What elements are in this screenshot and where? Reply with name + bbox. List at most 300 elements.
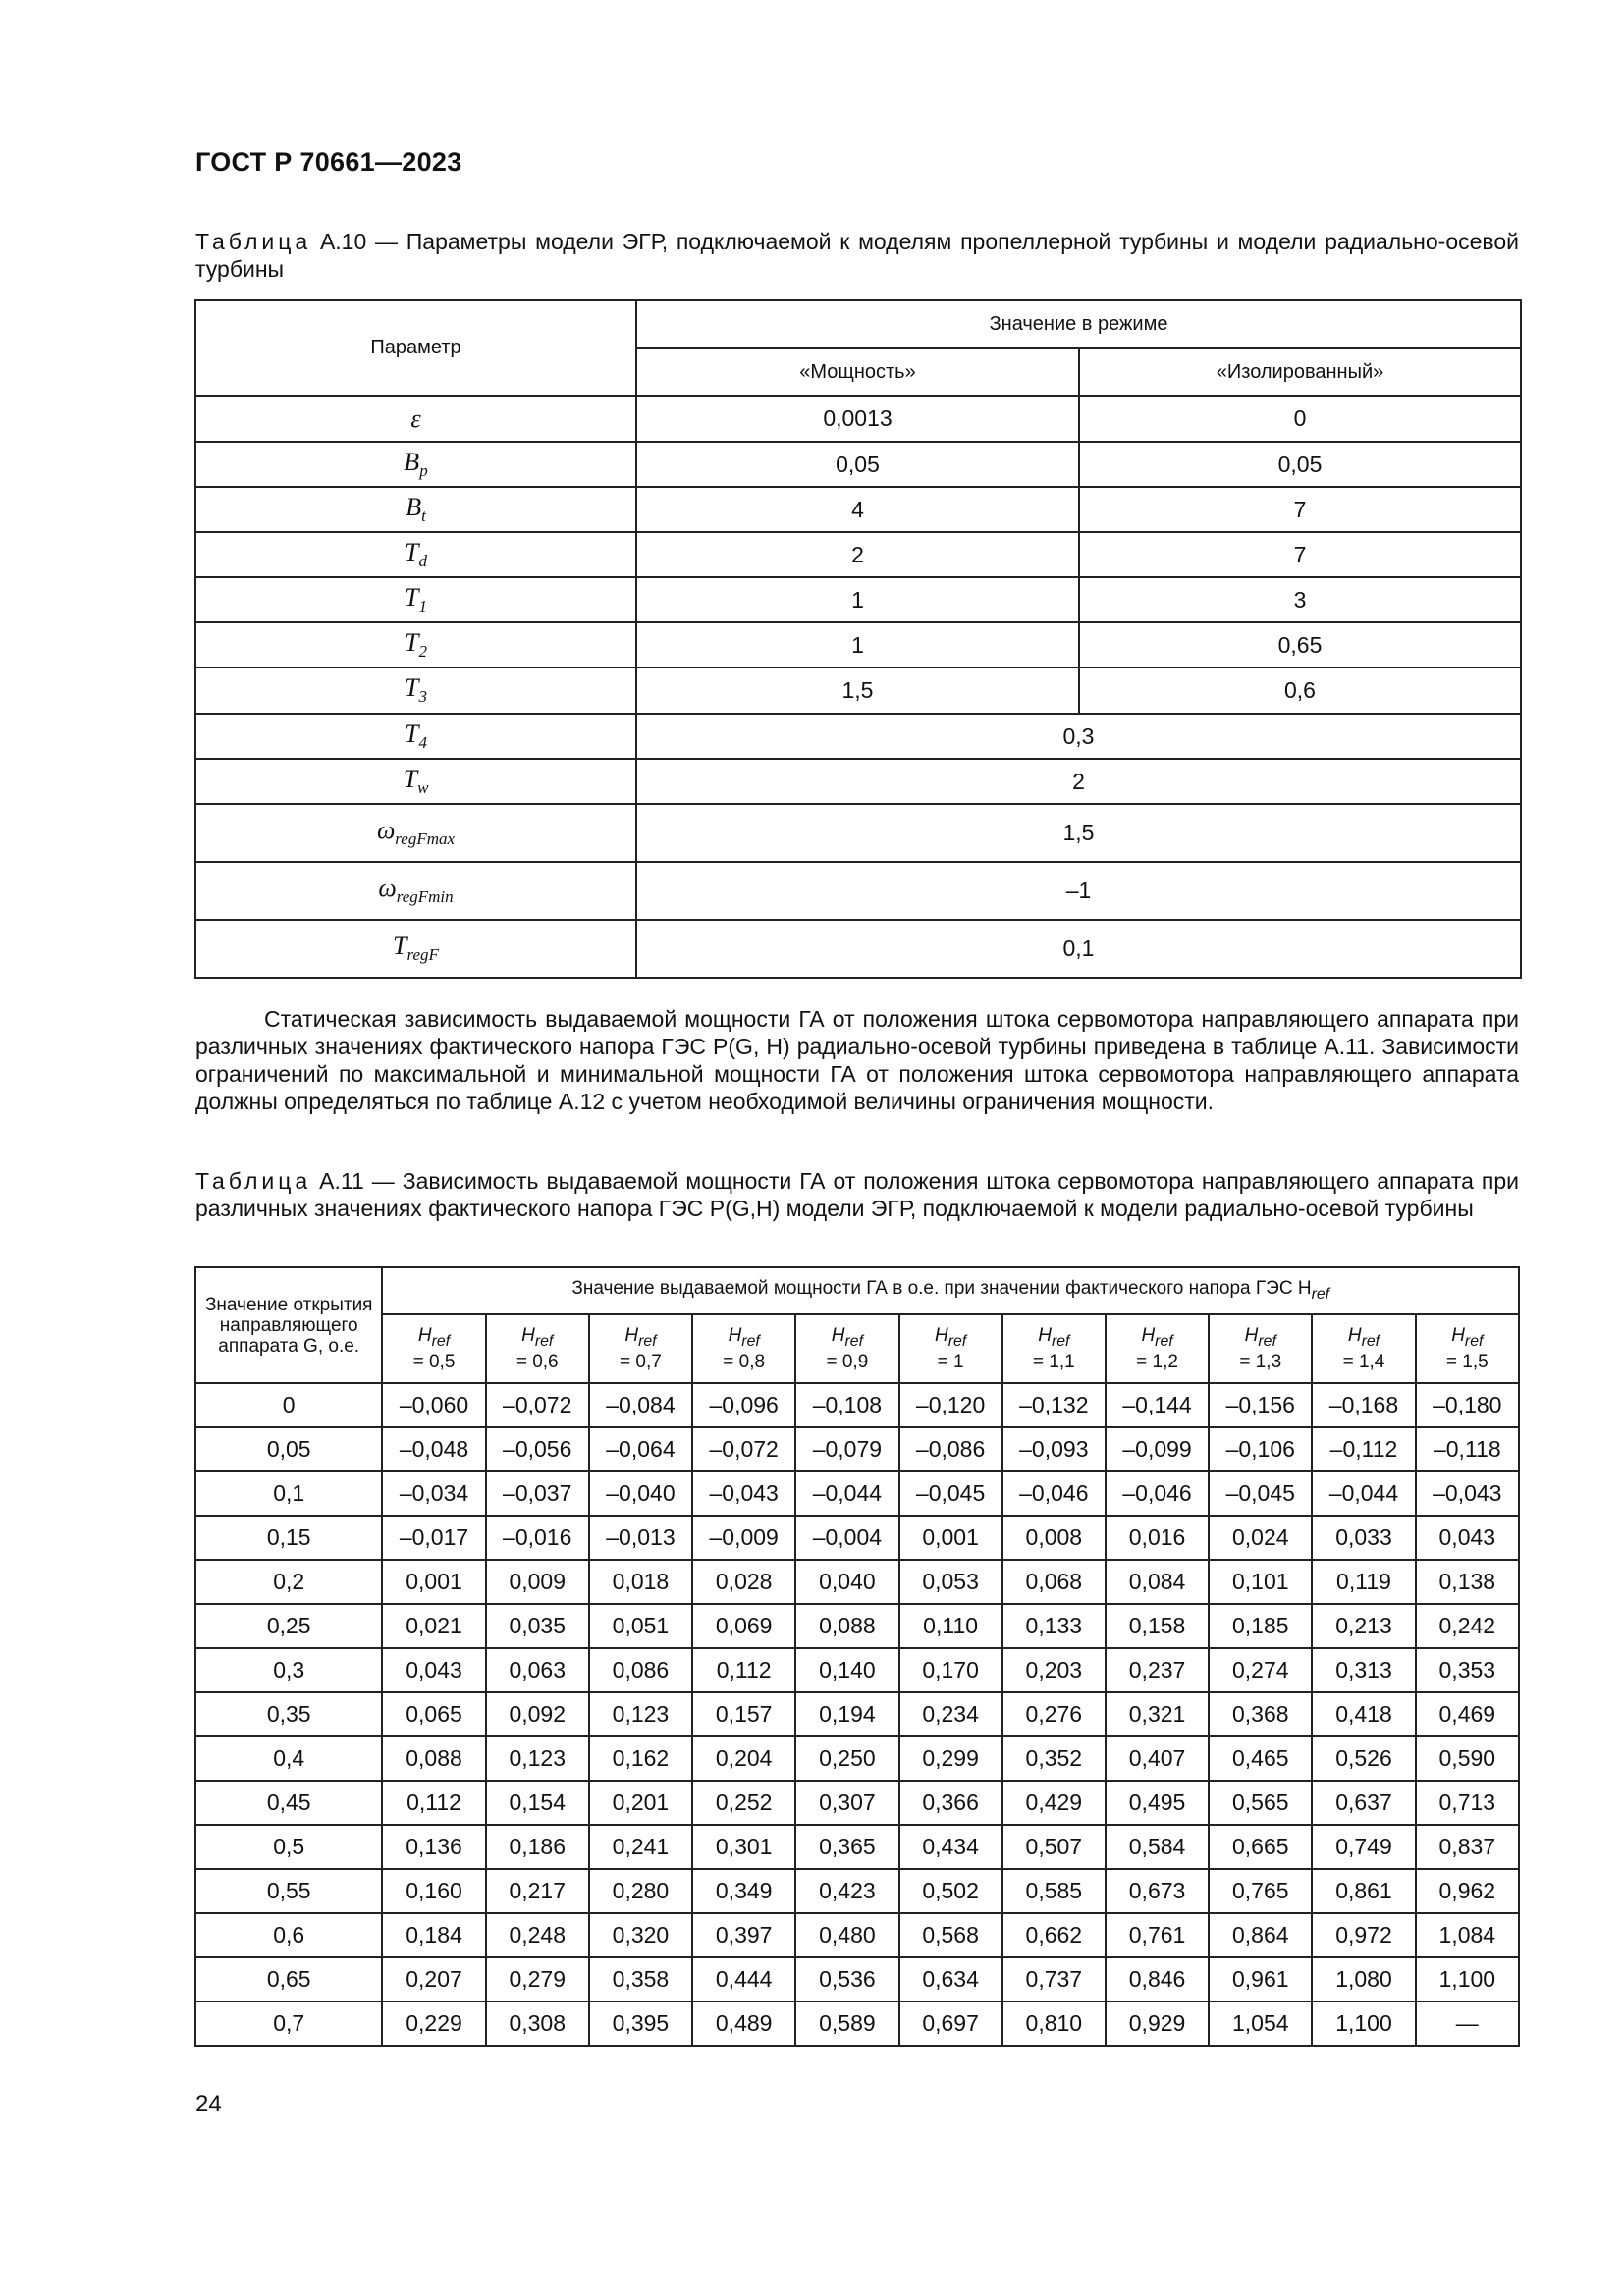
table-row [195, 1692, 1519, 1736]
gate-opening-cell: 0,3 [195, 1648, 382, 1692]
paragraph-text: Статическая зависимость выдаваемой мощности ГА от положения штока сервомотора направляющего аппарата при различных значениях фактического напора ГЭС P(G, H) радиально-осевой турбины приведена в таблице А.11. Зависимости ограничений по максимальной и минимальной мощности ГА от положения штока сервомотора направляющего аппарата должны определяться по таблице А.12 с учетом необходимой величины ограничения мощности. [195, 1006, 1519, 1114]
power-value-cell: 0,737 [1002, 1957, 1106, 2002]
parameter-symbol: ε [410, 403, 421, 433]
power-value-cell: –0,180 [1416, 1383, 1519, 1427]
h-value: = 1,3 [1239, 1351, 1282, 1372]
h-subscript: ref [431, 1332, 451, 1350]
power-value-cell: 0,018 [589, 1560, 692, 1604]
parameter-cell [195, 714, 636, 759]
table-row [195, 1825, 1519, 1869]
header-mode-power: «Мощность» [636, 348, 1079, 396]
h-value: = 1,5 [1445, 1351, 1489, 1372]
h-subscript: ref [947, 1332, 967, 1350]
table-row [195, 1560, 1519, 1604]
parameter-cell [195, 804, 636, 862]
power-value-cell: 0,489 [692, 2002, 795, 2046]
power-value-cell: 0,584 [1106, 1825, 1209, 1869]
power-value-cell: 0,465 [1209, 1736, 1312, 1781]
power-value-cell: 0,665 [1209, 1825, 1312, 1869]
h-symbol: $H_{ref}$ [831, 1325, 863, 1350]
power-value-cell: 1,084 [1416, 1913, 1519, 1957]
power-value-cell: 0,366 [899, 1781, 1002, 1825]
gate-opening-cell: 0,05 [195, 1427, 382, 1471]
power-value-cell: –0,048 [382, 1427, 485, 1471]
parameter-symbol: $B_p$ [404, 447, 428, 481]
power-value-cell: 0,234 [899, 1692, 1002, 1736]
power-value-cell: 0,662 [1002, 1913, 1106, 1957]
power-value-cell: –0,046 [1002, 1471, 1106, 1516]
value-cell-isolated: 0,65 [1079, 622, 1521, 667]
power-value-cell: 0,063 [486, 1648, 589, 1692]
parameter-symbol: $T_2$ [405, 627, 427, 662]
power-value-cell: –0,060 [382, 1383, 485, 1427]
power-value-cell: –0,013 [589, 1516, 692, 1560]
power-value-cell: 0,358 [589, 1957, 692, 2002]
h-symbol: $H_{ref}$ [1244, 1325, 1276, 1350]
parameter-cell [195, 920, 636, 978]
power-value-cell: 0,207 [382, 1957, 485, 2002]
power-value-cell: 0,069 [692, 1604, 795, 1648]
power-value-cell: 0,088 [795, 1604, 898, 1648]
gate-opening-cell: 0,15 [195, 1516, 382, 1560]
power-value-cell: 0,110 [899, 1604, 1002, 1648]
power-value-cell: 0,194 [795, 1692, 898, 1736]
header-h-value [589, 1314, 692, 1383]
table-label: Таблица [195, 1168, 312, 1194]
power-value-cell: 0,861 [1312, 1869, 1415, 1913]
power-value-cell: 0,033 [1312, 1516, 1415, 1560]
h-symbol: $H_{ref}$ [728, 1325, 760, 1350]
gate-opening-cell: 0,55 [195, 1869, 382, 1913]
power-value-cell: 0,133 [1002, 1604, 1106, 1648]
h-value: = 1,1 [1032, 1351, 1075, 1372]
table-row [195, 1913, 1519, 1957]
power-value-cell: 0,761 [1106, 1913, 1209, 1957]
power-value-cell: 0,241 [589, 1825, 692, 1869]
power-value-cell: 1,080 [1312, 1957, 1415, 2002]
power-value-cell: 0,201 [589, 1781, 692, 1825]
power-value-cell: –0,037 [486, 1471, 589, 1516]
power-value-cell: 0,028 [692, 1560, 795, 1604]
power-value-cell: 0,418 [1312, 1692, 1415, 1736]
h-subscript: ref [1155, 1332, 1173, 1350]
h-symbol: $H_{ref}$ [1451, 1325, 1484, 1350]
gate-opening-cell: 0,35 [195, 1692, 382, 1736]
parameter-cell [195, 577, 636, 622]
power-value-cell: –0,093 [1002, 1427, 1106, 1471]
power-value-cell: 0,320 [589, 1913, 692, 1957]
gate-opening-cell: 0,25 [195, 1604, 382, 1648]
header-power-sub: ref [1311, 1285, 1330, 1303]
power-value-cell: –0,079 [795, 1427, 898, 1471]
power-value-cell: –0,064 [589, 1427, 692, 1471]
power-value-cell: 0,637 [1312, 1781, 1415, 1825]
parameter-cell [195, 487, 636, 532]
power-value-cell: –0,017 [382, 1516, 485, 1560]
parameter-subscript: t [421, 507, 426, 526]
power-value-cell: –0,099 [1106, 1427, 1209, 1471]
power-value-cell: –0,086 [899, 1427, 1002, 1471]
power-value-cell: 1,100 [1416, 1957, 1519, 2002]
header-h-value [1209, 1314, 1312, 1383]
table-row [195, 714, 1521, 759]
power-value-cell: 0,423 [795, 1869, 898, 1913]
power-value-cell: 0,160 [382, 1869, 485, 1913]
table-caption-text: А.11 — Зависимость выдаваемой мощности ГА от положения штока сервомотора направляющего аппарата при различных значениях фактического напора ГЭС P(G,H) модели ЭГР, подключаемой к модели радиально-осевой турбины [195, 1168, 1520, 1221]
power-value-cell: –0,045 [1209, 1471, 1312, 1516]
parameter-symbol: $\omega_{regFmax}$ [376, 816, 456, 849]
power-value-cell: 0,088 [382, 1736, 485, 1781]
power-value-cell: 0,136 [382, 1825, 485, 1869]
table-row [195, 532, 1521, 577]
power-value-cell: 0,962 [1416, 1869, 1519, 1913]
power-value-cell: 0,101 [1209, 1560, 1312, 1604]
power-value-cell: 0,565 [1209, 1781, 1312, 1825]
table-row [195, 1604, 1519, 1648]
power-value-cell: –0,120 [899, 1383, 1002, 1427]
power-value-cell: 0,301 [692, 1825, 795, 1869]
power-value-cell: 0,001 [382, 1560, 485, 1604]
power-value-cell: 0,846 [1106, 1957, 1209, 2002]
power-value-cell: 0,307 [795, 1781, 898, 1825]
parameter-symbol: $\omega_{regFmin}$ [378, 874, 454, 907]
power-value-cell: 0,053 [899, 1560, 1002, 1604]
document-header: ГОСТ Р 70661—2023 [195, 147, 462, 177]
power-value-cell: 0,123 [589, 1692, 692, 1736]
power-value-cell: 0,217 [486, 1869, 589, 1913]
power-value-cell: 0,352 [1002, 1736, 1106, 1781]
header-power-value [382, 1267, 1519, 1314]
h-symbol: $H_{ref}$ [935, 1325, 967, 1350]
table-row [195, 1648, 1519, 1692]
parameter-subscript: w [417, 778, 429, 798]
header-h-value [1106, 1314, 1209, 1383]
power-value-cell: 0,009 [486, 1560, 589, 1604]
value-cell-isolated: 0,6 [1079, 667, 1521, 714]
power-value-cell: 0,158 [1106, 1604, 1209, 1648]
h-symbol: $H_{ref}$ [1347, 1325, 1380, 1350]
power-value-cell: 0,810 [1002, 2002, 1106, 2046]
table-row [195, 1869, 1519, 1913]
power-value-cell: 0,204 [692, 1736, 795, 1781]
header-gate-opening: Значение открытия направляющего аппарата G, о.е. [195, 1267, 382, 1383]
power-value-cell: 0,568 [899, 1913, 1002, 1957]
table-row [195, 1427, 1519, 1471]
power-value-cell: 0,154 [486, 1781, 589, 1825]
power-value-cell: 0,276 [1002, 1692, 1106, 1736]
power-value-cell: 0,119 [1312, 1560, 1415, 1604]
power-value-cell: 0,092 [486, 1692, 589, 1736]
power-value-cell: 0,123 [486, 1736, 589, 1781]
power-value-cell: 0,035 [486, 1604, 589, 1648]
power-value-cell: 0,250 [795, 1736, 898, 1781]
h-value: = 1,4 [1342, 1351, 1385, 1372]
header-h-value [1002, 1314, 1106, 1383]
power-value-cell: 0,353 [1416, 1648, 1519, 1692]
power-value-cell: –0,046 [1106, 1471, 1209, 1516]
parameter-cell [195, 759, 636, 804]
value-cell-power: 2 [636, 532, 1079, 577]
power-value-cell: 0,157 [692, 1692, 795, 1736]
gate-opening-cell: 0,7 [195, 2002, 382, 2046]
power-value-cell: 0,395 [589, 2002, 692, 2046]
table-row [195, 862, 1521, 920]
value-cell-merged: 2 [636, 759, 1521, 804]
power-value-cell: 0,084 [1106, 1560, 1209, 1604]
power-value-cell: 0,713 [1416, 1781, 1519, 1825]
table-row [195, 577, 1521, 622]
power-value-cell: 0,162 [589, 1736, 692, 1781]
power-value-cell: — [1416, 2002, 1519, 2046]
header-h-value [899, 1314, 1002, 1383]
parameter-cell [195, 667, 636, 714]
h-value: = 0,9 [826, 1351, 869, 1372]
parameter-subscript: p [419, 461, 428, 481]
h-symbol: $H_{ref}$ [1038, 1325, 1070, 1350]
power-value-cell: 0,429 [1002, 1781, 1106, 1825]
h-value: = 0,7 [620, 1351, 662, 1372]
table-label: Таблица [195, 229, 312, 254]
power-value-cell: 0,237 [1106, 1648, 1209, 1692]
power-value-cell: –0,108 [795, 1383, 898, 1427]
power-value-cell: 0,585 [1002, 1869, 1106, 1913]
h-value: = 1 [937, 1351, 964, 1372]
header-h-value [795, 1314, 898, 1383]
power-value-cell: 0,016 [1106, 1516, 1209, 1560]
value-cell-merged: 1,5 [636, 804, 1521, 862]
power-value-cell: 0,308 [486, 2002, 589, 2046]
power-value-cell: –0,118 [1416, 1427, 1519, 1471]
power-value-cell: –0,044 [1312, 1471, 1415, 1516]
power-value-cell: –0,112 [1312, 1427, 1415, 1471]
power-value-cell: 0,008 [1002, 1516, 1106, 1560]
parameter-subscript: 1 [418, 597, 427, 616]
power-value-cell: 0,242 [1416, 1604, 1519, 1648]
power-value-cell: 0,368 [1209, 1692, 1312, 1736]
power-value-cell: 0,407 [1106, 1736, 1209, 1781]
power-value-cell: 0,502 [899, 1869, 1002, 1913]
h-subscript: ref [1258, 1332, 1276, 1350]
h-subscript: ref [1051, 1332, 1070, 1350]
h-subscript: ref [844, 1332, 863, 1350]
power-value-cell: –0,084 [589, 1383, 692, 1427]
gate-opening-cell: 0,4 [195, 1736, 382, 1781]
power-value-cell: 0,321 [1106, 1692, 1209, 1736]
power-value-cell: 0,634 [899, 1957, 1002, 2002]
power-value-cell: –0,044 [795, 1471, 898, 1516]
power-value-cell: 0,929 [1106, 2002, 1209, 2046]
power-value-cell: 0,469 [1416, 1692, 1519, 1736]
power-value-cell: 0,086 [589, 1648, 692, 1692]
value-cell-power: 1 [636, 577, 1079, 622]
header-h-value [382, 1314, 485, 1383]
parameter-cell [195, 442, 636, 487]
power-value-cell: –0,009 [692, 1516, 795, 1560]
power-value-cell: 0,299 [899, 1736, 1002, 1781]
parameter-symbol: $T_w$ [403, 764, 429, 798]
power-value-cell: 0,313 [1312, 1648, 1415, 1692]
power-value-cell: 0,043 [1416, 1516, 1519, 1560]
h-subscript: ref [741, 1332, 760, 1350]
header-value-in-mode: Значение в режиме [636, 300, 1521, 348]
gate-opening-cell: 0,45 [195, 1781, 382, 1825]
power-value-cell: –0,043 [1416, 1471, 1519, 1516]
parameter-cell [195, 862, 636, 920]
power-value-cell: 0,213 [1312, 1604, 1415, 1648]
value-cell-power: 4 [636, 487, 1079, 532]
power-value-cell: 0,040 [795, 1560, 898, 1604]
h-value: = 0,6 [515, 1351, 559, 1372]
table-row [195, 487, 1521, 532]
h-subscript: ref [534, 1332, 554, 1350]
power-value-cell: –0,045 [899, 1471, 1002, 1516]
parameter-symbol: $T_d$ [405, 537, 427, 571]
power-value-cell: 0,279 [486, 1957, 589, 2002]
power-value-cell: 0,673 [1106, 1869, 1209, 1913]
table-row [195, 667, 1521, 714]
table-row [195, 804, 1521, 862]
power-value-cell: 0,536 [795, 1957, 898, 2002]
value-cell-isolated: 0,05 [1079, 442, 1521, 487]
parameter-subscript: 2 [418, 642, 427, 662]
power-value-cell: 0,252 [692, 1781, 795, 1825]
table-row [195, 1383, 1519, 1427]
power-value-cell: 0,434 [899, 1825, 1002, 1869]
h-symbol: $H_{ref}$ [417, 1325, 451, 1350]
value-cell-isolated: 7 [1079, 532, 1521, 577]
table-row [195, 1471, 1519, 1516]
gate-opening-cell: 0,1 [195, 1471, 382, 1516]
value-cell-power: 1 [636, 622, 1079, 667]
parameter-symbol: $T_{regF}$ [393, 932, 439, 965]
gate-opening-cell: 0,2 [195, 1560, 382, 1604]
power-value-cell: 0,068 [1002, 1560, 1106, 1604]
h-value: = 1,2 [1136, 1351, 1178, 1372]
parameter-symbol: $T_1$ [405, 582, 427, 616]
h-subscript: ref [638, 1332, 657, 1350]
power-value-cell: –0,043 [692, 1471, 795, 1516]
gate-opening-cell: 0,65 [195, 1957, 382, 2002]
parameter-symbol: $T_3$ [405, 673, 427, 707]
table-a10 [194, 299, 1522, 979]
power-value-cell: 0,280 [589, 1869, 692, 1913]
power-value-cell: 0,024 [1209, 1516, 1312, 1560]
h-value: = 0,5 [412, 1351, 456, 1372]
table-row [195, 920, 1521, 978]
header-h-value [692, 1314, 795, 1383]
power-value-cell: 0,697 [899, 2002, 1002, 2046]
value-cell-power: 0,05 [636, 442, 1079, 487]
table-row [195, 396, 1521, 442]
power-value-cell: 0,138 [1416, 1560, 1519, 1604]
parameter-subscript: 4 [418, 733, 427, 753]
power-value-cell: 0,444 [692, 1957, 795, 2002]
gate-opening-cell: 0,6 [195, 1913, 382, 1957]
power-value-cell: –0,132 [1002, 1383, 1106, 1427]
power-value-cell: 0,365 [795, 1825, 898, 1869]
parameter-symbol: $T_4$ [405, 719, 427, 753]
power-value-cell: 0,184 [382, 1913, 485, 1957]
power-value-cell: –0,034 [382, 1471, 485, 1516]
power-value-cell: 0,765 [1209, 1869, 1312, 1913]
gate-opening-cell: 0,5 [195, 1825, 382, 1869]
header-h-value [1416, 1314, 1519, 1383]
gate-opening-cell: 0 [195, 1383, 382, 1427]
power-value-cell: 0,248 [486, 1913, 589, 1957]
power-value-cell: 0,397 [692, 1913, 795, 1957]
value-cell-merged: –1 [636, 862, 1521, 920]
table-a11-caption [195, 1167, 1519, 1222]
power-value-cell: 0,590 [1416, 1736, 1519, 1781]
table-row [195, 1781, 1519, 1825]
power-value-cell: 0,480 [795, 1913, 898, 1957]
value-cell-isolated: 3 [1079, 577, 1521, 622]
parameter-subscript: 3 [418, 687, 427, 707]
table-row [195, 759, 1521, 804]
value-cell-isolated: 0 [1079, 396, 1521, 442]
parameter-subscript: regFmax [395, 829, 456, 849]
body-paragraph [195, 1005, 1519, 1115]
header-h-value [1312, 1314, 1415, 1383]
power-value-cell: 0,526 [1312, 1736, 1415, 1781]
page-number: 24 [195, 2091, 222, 2117]
parameter-cell [195, 622, 636, 667]
power-value-cell: –0,106 [1209, 1427, 1312, 1471]
table-row [195, 442, 1521, 487]
power-value-cell: 0,274 [1209, 1648, 1312, 1692]
power-value-cell: –0,156 [1209, 1383, 1312, 1427]
h-symbol: $H_{ref}$ [521, 1325, 554, 1350]
power-value-cell: –0,016 [486, 1516, 589, 1560]
table-row [195, 1736, 1519, 1781]
power-value-cell: 0,021 [382, 1604, 485, 1648]
power-value-cell: –0,144 [1106, 1383, 1209, 1427]
power-value-cell: 0,749 [1312, 1825, 1415, 1869]
table-row [195, 2002, 1519, 2046]
header-mode-isolated: «Изолированный» [1079, 348, 1521, 396]
power-value-cell: 0,185 [1209, 1604, 1312, 1648]
power-value-cell: 0,837 [1416, 1825, 1519, 1869]
power-value-cell: 0,589 [795, 2002, 898, 2046]
power-value-cell: –0,168 [1312, 1383, 1415, 1427]
parameter-subscript: d [418, 552, 427, 571]
value-cell-power: 1,5 [636, 667, 1079, 714]
power-value-cell: 0,229 [382, 2002, 485, 2046]
header-h-value [486, 1314, 589, 1383]
power-value-cell: 1,054 [1209, 2002, 1312, 2046]
power-value-cell: 0,043 [382, 1648, 485, 1692]
h-subscript: ref [1464, 1332, 1484, 1350]
power-value-cell: 0,972 [1312, 1913, 1415, 1957]
table-row [195, 622, 1521, 667]
table-row [195, 1516, 1519, 1560]
power-value-cell: 0,203 [1002, 1648, 1106, 1692]
power-value-cell: 0,864 [1209, 1913, 1312, 1957]
power-value-cell: 0,001 [899, 1516, 1002, 1560]
power-value-cell: 0,065 [382, 1692, 485, 1736]
parameter-symbol: $B_t$ [406, 492, 426, 526]
h-subscript: ref [1361, 1332, 1380, 1350]
power-value-cell: 0,112 [382, 1781, 485, 1825]
power-value-cell: 0,051 [589, 1604, 692, 1648]
power-value-cell: 0,170 [899, 1648, 1002, 1692]
value-cell-power: 0,0013 [636, 396, 1079, 442]
power-value-cell: –0,096 [692, 1383, 795, 1427]
power-value-cell: –0,072 [486, 1383, 589, 1427]
power-value-cell: –0,056 [486, 1427, 589, 1471]
table-caption-text: А.10 — Параметры модели ЭГР, подключаемой к моделям пропеллерной турбины и модели радиально-осевой турбины [195, 229, 1520, 282]
h-symbol: $H_{ref}$ [1141, 1325, 1173, 1350]
